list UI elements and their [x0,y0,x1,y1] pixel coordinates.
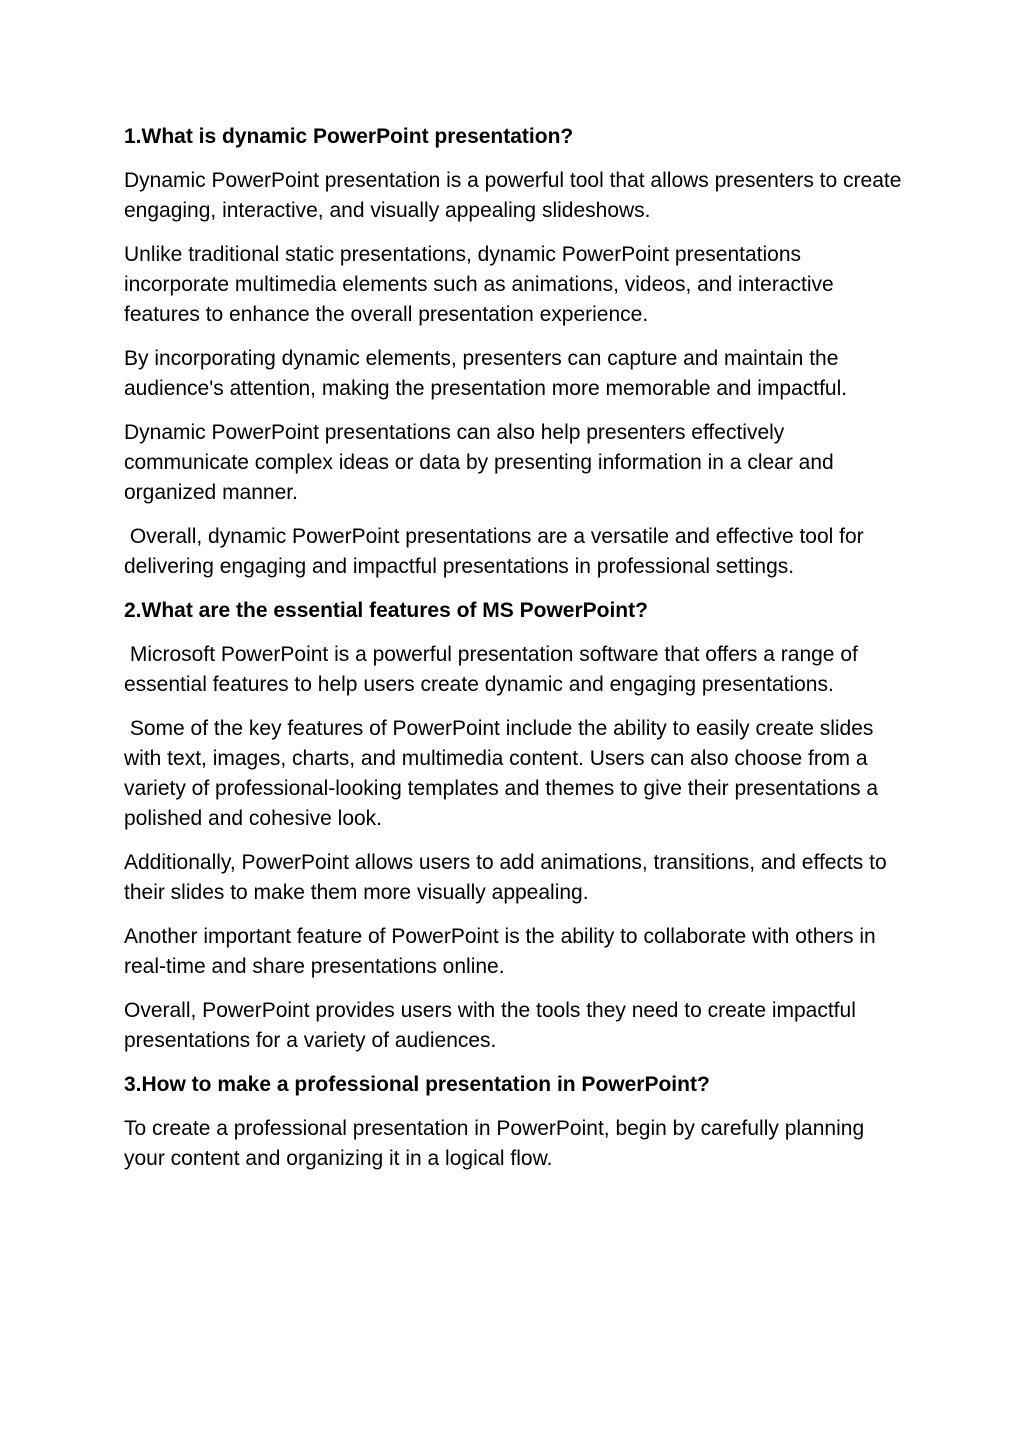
paragraph: Overall, dynamic PowerPoint presentations are a versatile and effective tool for delivering engaging and impactful presentations in professional settings. [124,525,870,578]
section-3 [124,1070,904,1174]
paragraph: Unlike traditional static presentations, dynamic PowerPoint presentations incorporate multimedia elements such as animations, videos, and interactive features to enhance the overall presentation experience. [124,243,840,326]
section-1 [124,122,908,582]
paragraph: By incorporating dynamic elements, presenters can capture and maintain the audience's attention, making the presentation more memorable and impactful. [124,347,848,400]
document-page [124,122,908,1188]
section-heading: 1.What is dynamic PowerPoint presentation? [124,125,574,148]
paragraph: To create a professional presentation in PowerPoint, begin by carefully planning your content and organizing it in a logical flow. [124,1117,870,1170]
paragraph: Another important feature of PowerPoint is the ability to collaborate with others in real-time and share presentations online. [124,925,882,978]
section-heading: 3.How to make a professional presentation in PowerPoint? [124,1073,710,1096]
paragraph: Dynamic PowerPoint presentations can also help presenters effectively communicate complex ideas or data by presenting information in a clear and organized manner. [124,421,840,504]
paragraph: Microsoft PowerPoint is a powerful presentation software that offers a range of essential features to help users create dynamic and engaging presentations. [124,643,864,696]
section-2 [124,596,904,1056]
paragraph: Dynamic PowerPoint presentation is a powerful tool that allows presenters to create engaging, interactive, and visually appealing slideshows. [124,169,908,222]
paragraph: Some of the key features of PowerPoint include the ability to easily create slides with text, images, charts, and multimedia content. Users can also choose from a variety of professional-looking templates and themes to give their presentations a polished and cohesive look. [124,717,884,830]
paragraph: Overall, PowerPoint provides users with the tools they need to create impactful presentations for a variety of audiences. [124,999,862,1052]
paragraph: Additionally, PowerPoint allows users to add animations, transitions, and effects to their slides to make them more visually appealing. [124,851,893,904]
section-heading: 2.What are the essential features of MS PowerPoint? [124,599,648,622]
